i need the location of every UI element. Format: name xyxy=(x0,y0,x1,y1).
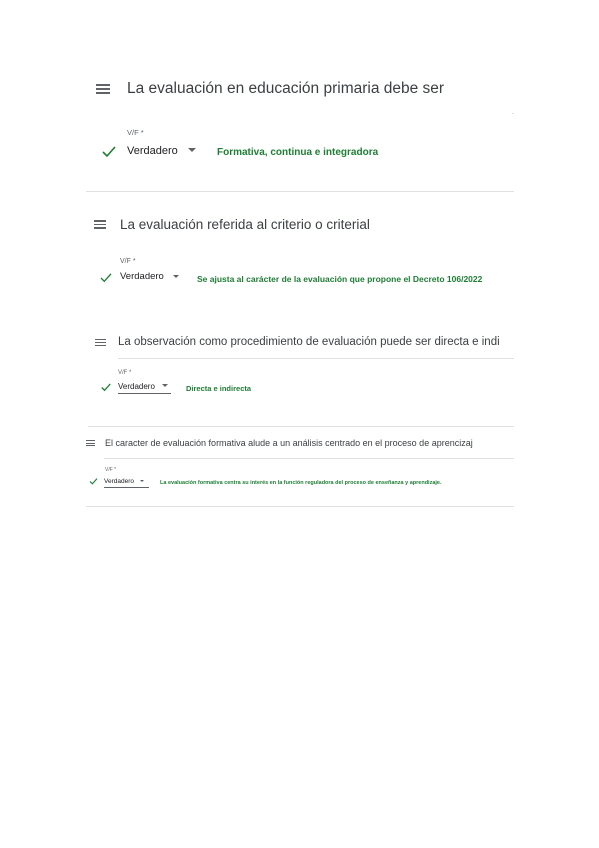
check-icon xyxy=(100,273,112,283)
answer-value: Verdadero xyxy=(120,271,164,282)
divider xyxy=(512,113,514,114)
question-text: El caracter de evaluación formativa alude a un análisis centrado en el proceso de aprencizaj xyxy=(105,438,473,448)
divider xyxy=(104,458,514,459)
answer-dropdown[interactable] xyxy=(118,380,168,391)
field-label: V/F * xyxy=(127,128,144,137)
question-title-3 xyxy=(95,333,514,351)
list-icon xyxy=(94,220,106,228)
check-icon xyxy=(101,383,111,392)
divider xyxy=(88,426,514,427)
dropdown-arrow-icon xyxy=(188,148,196,152)
dropdown-arrow-icon xyxy=(140,480,144,482)
feedback-text: Directa e indirecta xyxy=(186,384,252,393)
question-text: La observación como procedimiento de evaluación puede ser directa e indi xyxy=(118,336,500,348)
feedback-text: Formativa, continua e integradora xyxy=(217,147,379,158)
answer-dropdown[interactable] xyxy=(120,270,179,282)
answer-value: Verdadero xyxy=(118,382,155,391)
check-icon xyxy=(89,478,98,485)
dropdown-arrow-icon xyxy=(173,275,179,278)
question-title-2 xyxy=(94,214,514,234)
field-label: V/F * xyxy=(118,370,132,376)
divider xyxy=(86,506,514,507)
dropdown-underline xyxy=(104,487,149,488)
question-text: La evaluación en educación primaria debe ser xyxy=(127,80,445,97)
feedback-text: La evaluación formativa centra su interés en la función reguladora del proceso de enseñanza y aprendizaje. xyxy=(160,480,442,486)
answer-dropdown[interactable] xyxy=(127,143,196,157)
question-title-4 xyxy=(86,436,514,450)
list-icon xyxy=(96,84,110,94)
list-icon xyxy=(86,440,95,446)
field-label: V/F * xyxy=(105,467,117,473)
dropdown-underline xyxy=(118,393,171,394)
list-icon xyxy=(95,339,106,346)
divider xyxy=(86,191,514,192)
answer-dropdown[interactable] xyxy=(104,476,144,485)
check-icon xyxy=(102,146,116,158)
divider xyxy=(118,358,514,359)
field-label: V/F * xyxy=(120,258,136,265)
question-title-1 xyxy=(96,78,516,100)
dropdown-arrow-icon xyxy=(162,384,168,387)
answer-value: Verdadero xyxy=(127,145,178,157)
question-text: La evaluación referida al criterio o criterial xyxy=(120,216,370,232)
feedback-text: Se ajusta al carácter de la evaluación que propone el Decreto 106/2022 xyxy=(197,274,483,284)
answer-value: Verdadero xyxy=(104,478,134,485)
